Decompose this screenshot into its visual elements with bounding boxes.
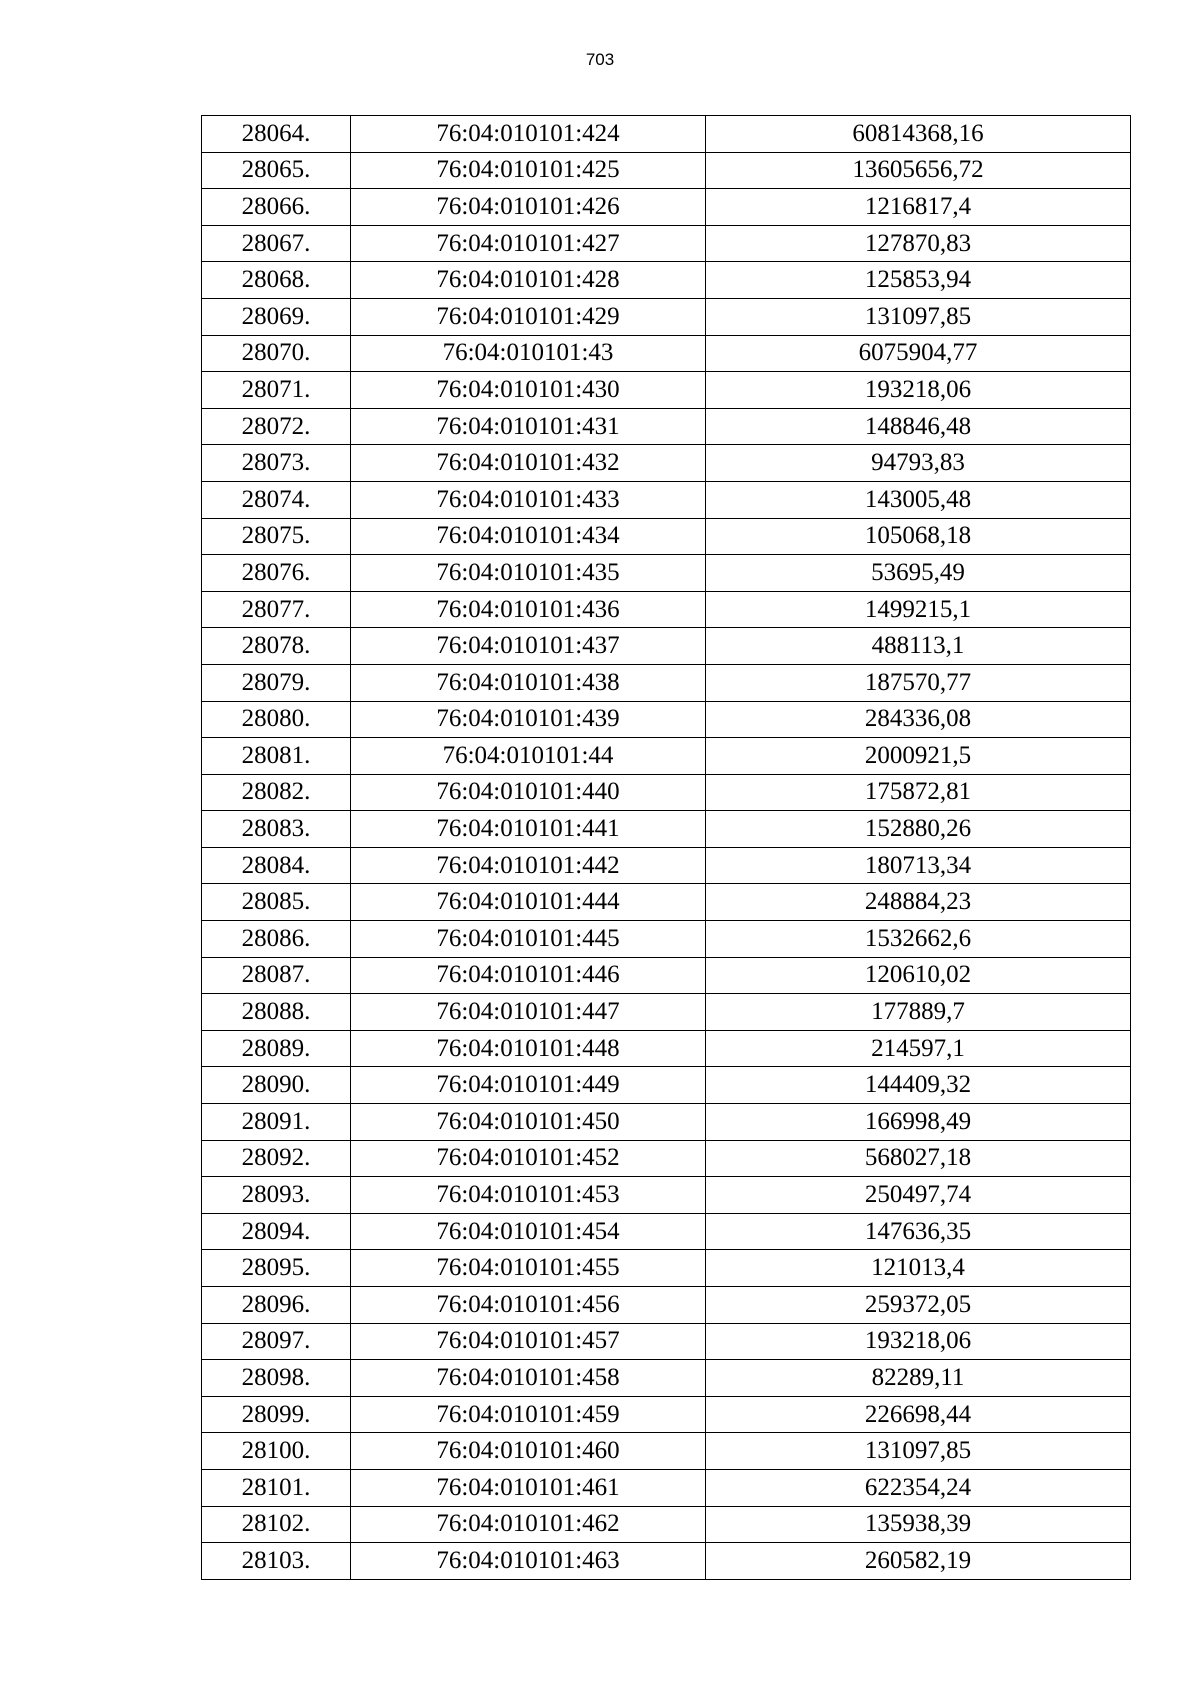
cadastral-number-cell: 76:04:010101:457 bbox=[351, 1323, 706, 1360]
row-number-cell: 28085. bbox=[202, 884, 351, 921]
cadastral-number-cell: 76:04:010101:452 bbox=[351, 1140, 706, 1177]
cadastral-value-cell: 60814368,16 bbox=[706, 116, 1131, 153]
cadastral-value-cell: 105068,18 bbox=[706, 518, 1131, 555]
table-row bbox=[202, 1543, 1131, 1580]
cadastral-number-cell: 76:04:010101:426 bbox=[351, 189, 706, 226]
table-row bbox=[202, 957, 1131, 994]
table-row bbox=[202, 116, 1131, 153]
table-row bbox=[202, 1469, 1131, 1506]
cadastral-number-cell: 76:04:010101:433 bbox=[351, 481, 706, 518]
table-row bbox=[202, 884, 1131, 921]
table-row bbox=[202, 1104, 1131, 1141]
page-number: 703 bbox=[585, 50, 615, 69]
cadastral-value-cell: 226698,44 bbox=[706, 1396, 1131, 1433]
row-number-cell: 28076. bbox=[202, 555, 351, 592]
cadastral-number-cell: 76:04:010101:43 bbox=[351, 335, 706, 372]
row-number-cell: 28090. bbox=[202, 1067, 351, 1104]
row-number-cell: 28097. bbox=[202, 1323, 351, 1360]
row-number-cell: 28067. bbox=[202, 225, 351, 262]
cadastral-value-cell: 622354,24 bbox=[706, 1469, 1131, 1506]
table-row bbox=[202, 1360, 1131, 1397]
row-number-cell: 28098. bbox=[202, 1360, 351, 1397]
table-row bbox=[202, 921, 1131, 958]
table-row bbox=[202, 1177, 1131, 1214]
cadastral-number-cell: 76:04:010101:432 bbox=[351, 445, 706, 482]
cadastral-value-cell: 143005,48 bbox=[706, 481, 1131, 518]
cadastral-number-cell: 76:04:010101:456 bbox=[351, 1287, 706, 1324]
cadastral-value-cell: 250497,74 bbox=[706, 1177, 1131, 1214]
cadastral-value-cell: 147636,35 bbox=[706, 1213, 1131, 1250]
cadastral-number-cell: 76:04:010101:448 bbox=[351, 1030, 706, 1067]
row-number-cell: 28099. bbox=[202, 1396, 351, 1433]
cadastral-value-cell: 193218,06 bbox=[706, 372, 1131, 409]
table-body bbox=[202, 116, 1131, 1580]
table-row bbox=[202, 1433, 1131, 1470]
table-row bbox=[202, 664, 1131, 701]
table-row bbox=[202, 591, 1131, 628]
row-number-cell: 28087. bbox=[202, 957, 351, 994]
table-row bbox=[202, 738, 1131, 775]
cadastral-number-cell: 76:04:010101:459 bbox=[351, 1396, 706, 1433]
cadastral-number-cell: 76:04:010101:440 bbox=[351, 774, 706, 811]
cadastral-number-cell: 76:04:010101:463 bbox=[351, 1543, 706, 1580]
cadastral-value-cell: 1499215,1 bbox=[706, 591, 1131, 628]
cadastral-number-cell: 76:04:010101:462 bbox=[351, 1506, 706, 1543]
table-row bbox=[202, 1213, 1131, 1250]
cadastral-value-cell: 152880,26 bbox=[706, 811, 1131, 848]
row-number-cell: 28078. bbox=[202, 628, 351, 665]
cadastral-value-cell: 127870,83 bbox=[706, 225, 1131, 262]
cadastral-number-cell: 76:04:010101:429 bbox=[351, 298, 706, 335]
row-number-cell: 28095. bbox=[202, 1250, 351, 1287]
row-number-cell: 28081. bbox=[202, 738, 351, 775]
row-number-cell: 28074. bbox=[202, 481, 351, 518]
row-number-cell: 28069. bbox=[202, 298, 351, 335]
row-number-cell: 28089. bbox=[202, 1030, 351, 1067]
cadastral-number-cell: 76:04:010101:435 bbox=[351, 555, 706, 592]
table-row bbox=[202, 1250, 1131, 1287]
table-row bbox=[202, 1506, 1131, 1543]
cadastral-value-cell: 259372,05 bbox=[706, 1287, 1131, 1324]
cadastral-number-cell: 76:04:010101:461 bbox=[351, 1469, 706, 1506]
row-number-cell: 28086. bbox=[202, 921, 351, 958]
cadastral-value-cell: 82289,11 bbox=[706, 1360, 1131, 1397]
row-number-cell: 28077. bbox=[202, 591, 351, 628]
cadastral-number-cell: 76:04:010101:455 bbox=[351, 1250, 706, 1287]
table-row bbox=[202, 445, 1131, 482]
cadastral-value-cell: 488113,1 bbox=[706, 628, 1131, 665]
table-row bbox=[202, 1396, 1131, 1433]
table-row bbox=[202, 298, 1131, 335]
row-number-cell: 28064. bbox=[202, 116, 351, 153]
cadastral-value-cell: 180713,34 bbox=[706, 847, 1131, 884]
cadastral-value-cell: 13605656,72 bbox=[706, 152, 1131, 189]
cadastral-value-cell: 175872,81 bbox=[706, 774, 1131, 811]
table-row bbox=[202, 1140, 1131, 1177]
table-row bbox=[202, 1030, 1131, 1067]
table-row bbox=[202, 152, 1131, 189]
cadastral-value-cell: 125853,94 bbox=[706, 262, 1131, 299]
cadastral-number-cell: 76:04:010101:444 bbox=[351, 884, 706, 921]
cadastral-value-cell: 1532662,6 bbox=[706, 921, 1131, 958]
row-number-cell: 28066. bbox=[202, 189, 351, 226]
cadastral-number-cell: 76:04:010101:430 bbox=[351, 372, 706, 409]
cadastral-number-cell: 76:04:010101:436 bbox=[351, 591, 706, 628]
cadastral-number-cell: 76:04:010101:446 bbox=[351, 957, 706, 994]
cadastral-number-cell: 76:04:010101:458 bbox=[351, 1360, 706, 1397]
row-number-cell: 28101. bbox=[202, 1469, 351, 1506]
table-row bbox=[202, 1067, 1131, 1104]
table-row bbox=[202, 408, 1131, 445]
table-row bbox=[202, 372, 1131, 409]
row-number-cell: 28088. bbox=[202, 994, 351, 1031]
table-row bbox=[202, 481, 1131, 518]
row-number-cell: 28082. bbox=[202, 774, 351, 811]
cadastral-number-cell: 76:04:010101:454 bbox=[351, 1213, 706, 1250]
cadastral-number-cell: 76:04:010101:428 bbox=[351, 262, 706, 299]
row-number-cell: 28072. bbox=[202, 408, 351, 445]
row-number-cell: 28068. bbox=[202, 262, 351, 299]
row-number-cell: 28075. bbox=[202, 518, 351, 555]
cadastral-value-cell: 177889,7 bbox=[706, 994, 1131, 1031]
cadastral-value-table bbox=[201, 115, 1131, 1580]
cadastral-number-cell: 76:04:010101:442 bbox=[351, 847, 706, 884]
cadastral-value-cell: 148846,48 bbox=[706, 408, 1131, 445]
cadastral-number-cell: 76:04:010101:431 bbox=[351, 408, 706, 445]
cadastral-number-cell: 76:04:010101:437 bbox=[351, 628, 706, 665]
row-number-cell: 28079. bbox=[202, 664, 351, 701]
cadastral-number-cell: 76:04:010101:425 bbox=[351, 152, 706, 189]
cadastral-value-cell: 248884,23 bbox=[706, 884, 1131, 921]
row-number-cell: 28065. bbox=[202, 152, 351, 189]
table-row bbox=[202, 262, 1131, 299]
cadastral-value-cell: 144409,32 bbox=[706, 1067, 1131, 1104]
table-row bbox=[202, 774, 1131, 811]
cadastral-value-cell: 260582,19 bbox=[706, 1543, 1131, 1580]
cadastral-number-cell: 76:04:010101:449 bbox=[351, 1067, 706, 1104]
cadastral-number-cell: 76:04:010101:427 bbox=[351, 225, 706, 262]
table-row bbox=[202, 555, 1131, 592]
table-row bbox=[202, 518, 1131, 555]
table-row bbox=[202, 701, 1131, 738]
cadastral-number-cell: 76:04:010101:424 bbox=[351, 116, 706, 153]
cadastral-value-cell: 135938,39 bbox=[706, 1506, 1131, 1543]
cadastral-number-cell: 76:04:010101:438 bbox=[351, 664, 706, 701]
cadastral-value-cell: 568027,18 bbox=[706, 1140, 1131, 1177]
cadastral-value-cell: 6075904,77 bbox=[706, 335, 1131, 372]
row-number-cell: 28092. bbox=[202, 1140, 351, 1177]
table-row bbox=[202, 847, 1131, 884]
row-number-cell: 28084. bbox=[202, 847, 351, 884]
row-number-cell: 28073. bbox=[202, 445, 351, 482]
row-number-cell: 28083. bbox=[202, 811, 351, 848]
cadastral-value-cell: 120610,02 bbox=[706, 957, 1131, 994]
cadastral-value-cell: 94793,83 bbox=[706, 445, 1131, 482]
table-row bbox=[202, 628, 1131, 665]
cadastral-number-cell: 76:04:010101:445 bbox=[351, 921, 706, 958]
row-number-cell: 28071. bbox=[202, 372, 351, 409]
table-row bbox=[202, 1287, 1131, 1324]
row-number-cell: 28103. bbox=[202, 1543, 351, 1580]
cadastral-value-cell: 166998,49 bbox=[706, 1104, 1131, 1141]
row-number-cell: 28070. bbox=[202, 335, 351, 372]
row-number-cell: 28094. bbox=[202, 1213, 351, 1250]
cadastral-number-cell: 76:04:010101:441 bbox=[351, 811, 706, 848]
table-row bbox=[202, 225, 1131, 262]
cadastral-number-cell: 76:04:010101:450 bbox=[351, 1104, 706, 1141]
row-number-cell: 28091. bbox=[202, 1104, 351, 1141]
cadastral-value-cell: 2000921,5 bbox=[706, 738, 1131, 775]
cadastral-number-cell: 76:04:010101:453 bbox=[351, 1177, 706, 1214]
cadastral-number-cell: 76:04:010101:44 bbox=[351, 738, 706, 775]
table-row bbox=[202, 335, 1131, 372]
cadastral-value-cell: 131097,85 bbox=[706, 298, 1131, 335]
cadastral-value-cell: 1216817,4 bbox=[706, 189, 1131, 226]
row-number-cell: 28102. bbox=[202, 1506, 351, 1543]
cadastral-value-cell: 131097,85 bbox=[706, 1433, 1131, 1470]
cadastral-number-cell: 76:04:010101:460 bbox=[351, 1433, 706, 1470]
cadastral-number-cell: 76:04:010101:439 bbox=[351, 701, 706, 738]
row-number-cell: 28080. bbox=[202, 701, 351, 738]
row-number-cell: 28096. bbox=[202, 1287, 351, 1324]
row-number-cell: 28093. bbox=[202, 1177, 351, 1214]
table-row bbox=[202, 811, 1131, 848]
cadastral-value-cell: 214597,1 bbox=[706, 1030, 1131, 1067]
row-number-cell: 28100. bbox=[202, 1433, 351, 1470]
table-row bbox=[202, 189, 1131, 226]
cadastral-value-cell: 53695,49 bbox=[706, 555, 1131, 592]
cadastral-number-cell: 76:04:010101:434 bbox=[351, 518, 706, 555]
table-row bbox=[202, 1323, 1131, 1360]
cadastral-value-cell: 187570,77 bbox=[706, 664, 1131, 701]
cadastral-value-cell: 121013,4 bbox=[706, 1250, 1131, 1287]
cadastral-number-cell: 76:04:010101:447 bbox=[351, 994, 706, 1031]
cadastral-value-cell: 284336,08 bbox=[706, 701, 1131, 738]
cadastral-value-cell: 193218,06 bbox=[706, 1323, 1131, 1360]
table-row bbox=[202, 994, 1131, 1031]
